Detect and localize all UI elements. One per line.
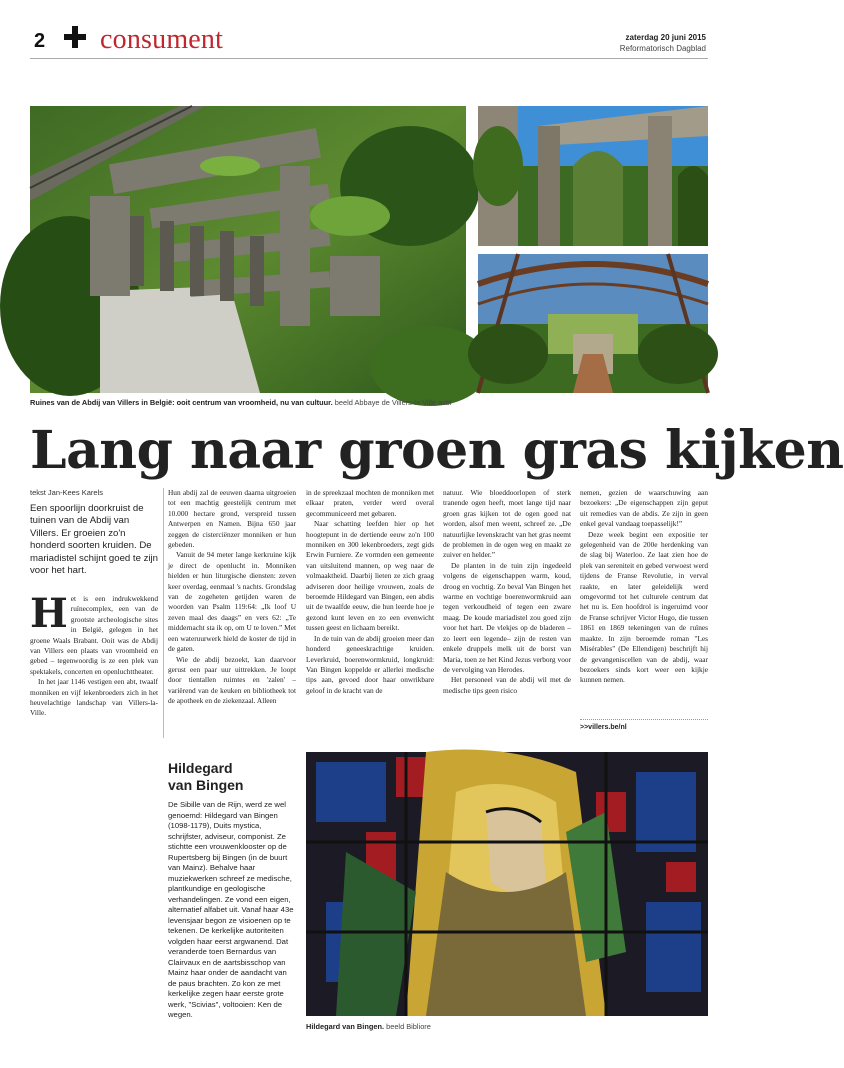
article-column-5 [580,488,708,714]
paragraph: nemen, gezien de waarschuwing aan bezoekers: „De eigenschappen zijn geput uit remedies van de abdis. Ze zijn in geen enkel geval vandaag toepasselijk!” [580,488,708,529]
paragraph: Wie de abdij bezoekt, kan daarvoor gerust een paar uur uittrekken. Je loopt door tientallen ruimtes en 'zalen' – variërend van de keuken en bibliotheek tot de apotheek en de ziekenzaal. Alleen [168,654,296,706]
paragraph: Deze week begint een expositie ter gelegenheid van de 200e herdenking van de slag bij Waterloo. Ze laat zien hoe de plek van sereniteit en gebed verwoest werd tijdens de Franse Revolutie, in verval raakte, en later geleidelijk werd omgevormd tot het culturele centrum dat het nu is. Een hoofdrol is ingeruimd voor de Franse schrijver Victor Hugo, die tussen 1861 en 1869 tekeningen van de ruïnes maakte. In zijn beroemde roman "Les Misérables" (De Ellendigen) beschrijft hij de gevangeniscellen van de abdij, waar bezoekers sinds kort weer een kijkje kunnen nemen. [580,529,708,685]
link-divider [580,719,708,720]
drop-cap: H [30,590,68,637]
paragraph: Het personeel van de abdij wil met de medische tips geen risico [443,675,571,695]
main-caption-credit: beeld Abbaye de Villers-la Ville asbl [334,398,452,407]
plus-cross-icon [62,24,88,50]
paragraph: In de tuin van de abdij groeien meer dan honderd geneeskrachtige kruiden. Leverkruid, boerenwormkruid, longkruid: Van Bingen koppelde er allerlei medische tips aan, gevoed door haar onwrikbare geloof in de kracht van de [306,633,434,695]
article-intro: Een spoorlijn doorkruist de tuinen van de Abdij van Villers. Er groeien zo'n honderd soorten kruiden. De mariadistel schijnt goed te zijn voor het hart. [30,503,158,577]
bottom-photo-caption [306,1022,431,1031]
abbey-aerial-photo [30,106,466,393]
paragraph: in de spreekzaal mochten de monniken met elkaar praten, verder werd overal gecommuniceerd met gebaren. [306,488,434,518]
header-rule [30,58,708,59]
section-title: consument [100,24,224,55]
paragraph: Vanuit de 94 meter lange kerkruine kijk je direct de openlucht in. Monniken hielden er hun liturgische diensten: zeven keer overdag, eenmaal 's nachts. Grondslag van de zogeheten getijden waren de woorden van Psalm 119:64: „Ik loof U zeven maal des daags” en vers 62: „Te middernacht sta ik op, om U te loven.” Met een wateruurwerk hield de koster de tijd in de gaten. [168,550,296,654]
bottom-caption-text: Hildegard van Bingen. [306,1022,385,1031]
sidebar-title-line2: van Bingen [168,777,244,793]
bottom-caption-credit: beeld Bibliore [386,1022,431,1031]
paragraph: In het jaar 1146 vestigen een abt, twaalf monniken en vijf lekenbroeders zich in het heuvelachtige landschap van Villers-la-Ville. [30,677,158,718]
main-caption-text: Ruines van de Abdij van Villers in België: ooit centrum van vroomheid, nu van cultuur. [30,398,333,407]
garden-pergola-photo [478,254,708,393]
article-column-1 [30,590,158,740]
article-headline: Lang naar groen gras kijken [30,420,844,481]
paragraph: natuur. Wie bloeddoorlopen of sterk tranende ogen heeft, moet lange tijd naar groen gras kijken tot de ogen goed nat worden, alsof men weent, schreef ze. „De natuurlijke levenskracht van het gras neemt de problemen in de ogen weg en maakt ze zuiver en helder.” [443,488,571,560]
ruin-arches-photo [478,106,708,246]
villers-link[interactable]: >>villers.be/nl [580,724,627,731]
paragraph: et is een indrukwekkend ruïnecomplex, een van de grootste archeologische sites in België, gelegen in het groene Waals Brabant. Ooit was de Abdij van Villers een plaats van vroomheid en gebed – tegenwoordig is ze een plek van spektakels, concerten en openluchttheater. [30,594,158,676]
article-column-4 [443,488,571,738]
sidebar-text: De Sibille van de Rijn, werd ze wel genoemd: Hildegard van Bingen (1098-1179), Duits mystica, schrijfster, adviseur, componist. Ze stichtte een vrouwenklooster op de Rupertsberg bij Bingen (in de buurt van Mainz). Behalve haar muziekwerken schreef ze medische, plantkundige en geologische verhandelingen. Ze vond een eigen, alternatief alfabet uit. Vanaf haar 43e levensjaar begon ze visioenen op te tekenen. De kerkelijke autoriteiten volgden haar eerst argwanend. Dat veranderde toen Bernardus van Clairvaux en de aartsbisschop van Mainz haar onder de aandacht van de paus brachten. Zo kon ze met kerkelijke zegen haar eerste grote werk, "Scivias", voltooien: Ken de wegen. [168,800,294,1019]
main-photo-caption [30,398,452,407]
article-author: tekst Jan-Kees Karels [30,488,103,497]
article-column-2 [168,488,296,738]
issue-date: zaterdag 20 juni 2015 [625,33,706,42]
page-number: 2 [34,30,46,52]
sidebar-title [168,760,243,794]
article-column-3 [306,488,434,738]
paragraph: De planten in de tuin zijn ingedeeld volgens de eigenschappen warm, koud, droog en vochtig. Zo beval Van Bingen het warme en vochtige boerenwormkruid aan tegen verkoudheid of tegen een zware maag. De koude mariadistel zou goed zijn voor het hart. De vlekjes op de bladeren –zo leert een legende– zijn de resten van enkele druppels melk uit de borst van Maria, toen ze het Kind Jezus verborg voor de vervolging van Herodes. [443,560,571,674]
paragraph: Hun abdij zal de eeuwen daarna uitgroeien tot een machtig geestelijk centrum met 10.000 hectare grond, verspreid tussen Antwerpen en Namen. Bijna 650 jaar zeggen de cisterciënzer monniken er hun gebeden. [168,488,296,550]
column-separator [163,488,164,738]
sidebar-title-line1: Hildegard [168,760,233,776]
newspaper-name: Reformatorisch Dagblad [619,44,706,53]
paragraph: Naar schatting leefden hier op het hoogtepunt in de dertiende eeuw zo'n 100 monniken en 300 lekenbroeders, zegt gids Erwin Furniere. Ze vormden een gemeente van uitsluitend mannen, op weg naar de volmaaktheid. Daarbij lieten ze zich graag adviseren door heilige vrouwen, zoals de beroemde Hildegard van Bingen, een abdis uit de twaalfde eeuw, die hun leerde hoe je gezond kunt leven en zo een evenwicht tussen geest en lichaam bereikt. [306,519,434,633]
stained-glass-photo [306,752,708,1016]
